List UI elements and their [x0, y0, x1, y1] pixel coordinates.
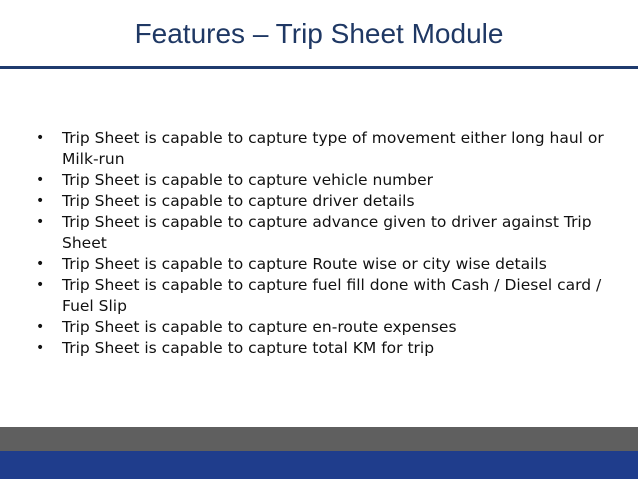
list-item — [36, 128, 616, 170]
bullet-icon: • — [36, 130, 45, 146]
bullet-text: Trip Sheet is capable to capture advance given to driver against Trip Sheet — [62, 213, 592, 252]
bullet-text: Trip Sheet is capable to capture type of movement either long haul or Milk-run — [62, 129, 604, 168]
list-item — [36, 191, 616, 212]
bullet-icon: • — [36, 172, 45, 188]
footer-band-grey — [0, 427, 638, 451]
list-item — [36, 317, 616, 338]
bullet-icon: • — [36, 277, 45, 293]
bullet-text: Trip Sheet is capable to capture fuel fill done with Cash / Diesel card / Fuel Slip — [62, 276, 602, 315]
bullet-text: Trip Sheet is capable to capture driver details — [62, 192, 415, 210]
list-item — [36, 170, 616, 191]
list-item — [36, 212, 616, 254]
bullet-text: Trip Sheet is capable to capture vehicle number — [62, 171, 434, 189]
bullet-text: Trip Sheet is capable to capture en-route expenses — [62, 318, 457, 336]
bullet-icon: • — [36, 319, 45, 335]
footer-band-blue — [0, 451, 638, 479]
list-item — [36, 254, 616, 275]
bullet-icon: • — [36, 193, 45, 209]
bullet-text: Trip Sheet is capable to capture total KM for trip — [62, 339, 435, 357]
list-item — [36, 275, 616, 317]
bullet-icon: • — [36, 340, 45, 356]
title-divider — [0, 66, 638, 69]
bullet-icon: • — [36, 214, 45, 230]
slide-title: Features – Trip Sheet Module — [134, 18, 504, 49]
bullet-list — [36, 128, 616, 359]
bullet-text: Trip Sheet is capable to capture Route wise or city wise details — [62, 255, 547, 273]
bullet-icon: • — [36, 256, 45, 272]
list-item — [36, 338, 616, 359]
